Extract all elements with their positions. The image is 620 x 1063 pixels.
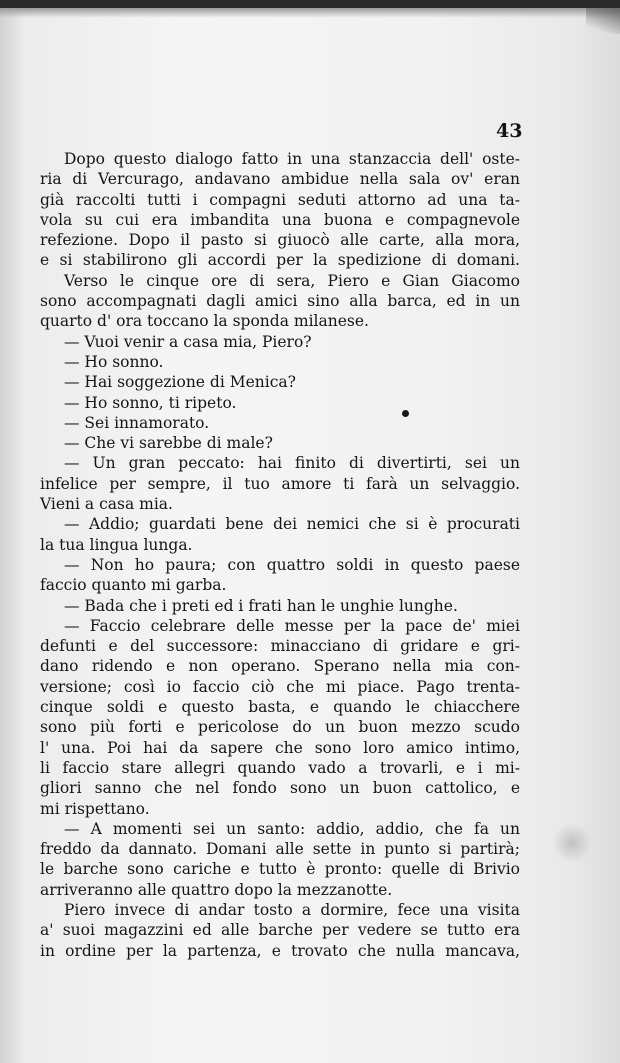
text-line: infelice per sempre, il tuo amore ti farà un selvaggio. [40,474,520,493]
text-line: — Ho sonno. [64,352,164,371]
text-line: sono accompagnati dagli amici sino alla barca, ed in un [40,292,520,311]
text-line: Vieni a casa mia. [40,495,173,514]
text-line: dano ridendo e non operano. Sperano nella mia con- [40,657,520,676]
text-line: a' suoi magazzini ed alle barche per vedere se tutto era [40,921,520,940]
text-line: faccio quanto mi garba. [40,576,227,595]
body-text [40,149,520,961]
text-line: — Hai soggezione di Menica? [64,373,296,392]
text-line: — Vuoi venir a casa mia, Piero? [64,332,312,351]
page-top-shadow [0,8,620,18]
text-line: — Faccio celebrare delle messe per la pace de' miei [64,616,520,635]
text-line: — Sei innamorato. [64,413,210,432]
text-line: sono più forti e pericolose do un buon mezzo scudo [40,718,520,737]
text-line: defunti e del successore: minacciano di gridare e gri- [40,637,520,656]
text-line: gliori sanno che nel fondo sono un buon cattolico, e [40,779,520,798]
text-line: refezione. Dopo il pasto si giuocò alle carte, alla mora, [40,231,520,250]
text-line: — A momenti sei un santo: addio, addio, che fa un [64,819,520,838]
text-line: versione; così io faccio ciò che mi piace. Pago trenta- [40,677,520,696]
page-corner-shadow [586,8,620,34]
text-line: cinque soldi e questo basta, e quando le chiacchere [40,698,520,717]
text-line: ria di Vercurago, andavano ambidue nella sala ov' eran [40,170,520,189]
text-line: già raccolti tutti i compagni seduti attorno ad una ta- [40,190,520,209]
text-line: — Bada che i preti ed i frati han le unghie lunghe. [64,596,458,615]
text-line: — Un gran peccato: hai finito di divertirti, sei un [64,454,520,473]
text-line: — Ho sonno, ti ripeto. [64,393,237,412]
text-line: li faccio stare allegri quando vado a trovarli, e i mi- [40,758,520,777]
text-line: mi rispettano. [40,799,150,818]
text-line: — Addio; guardati bene dei nemici che si è procurati [64,515,520,534]
page-number: 43 [496,120,523,142]
text-line: e si stabilirono gli accordi per la spedizione di domani. [40,251,520,270]
text-line: freddo da dannato. Domani alle sette in punto si partirà; [40,840,520,859]
text-line: arriveranno alle quattro dopo la mezzanotte. [40,880,393,899]
text-line: quarto d' ora toccano la sponda milanese. [40,312,369,331]
text-line: in ordine per la partenza, e trovato che nulla mancava, [40,941,520,960]
text-line: la tua lingua lunga. [40,535,193,554]
text-line: Dopo questo dialogo fatto in una stanzaccia dell' oste- [64,150,520,168]
text-line: le barche sono cariche e tutto è pronto: quelle di Brivio [40,860,520,879]
text-line: — Non ho paura; con quattro soldi in questo paese [64,555,520,574]
text-line: — Che vi sarebbe di male? [64,434,273,453]
text-line: vola su cui era imbandita una buona e compagnevole [40,210,520,229]
paper-stain [552,823,592,863]
text-line: l' una. Poi hai da sapere che sono loro amico intimo, [40,738,520,757]
text-line: Piero invece di andar tosto a dormire, fece una visita [64,900,520,919]
text-line: Verso le cinque ore di sera, Piero e Gian Giacomo [64,271,520,290]
book-page [0,8,620,1063]
